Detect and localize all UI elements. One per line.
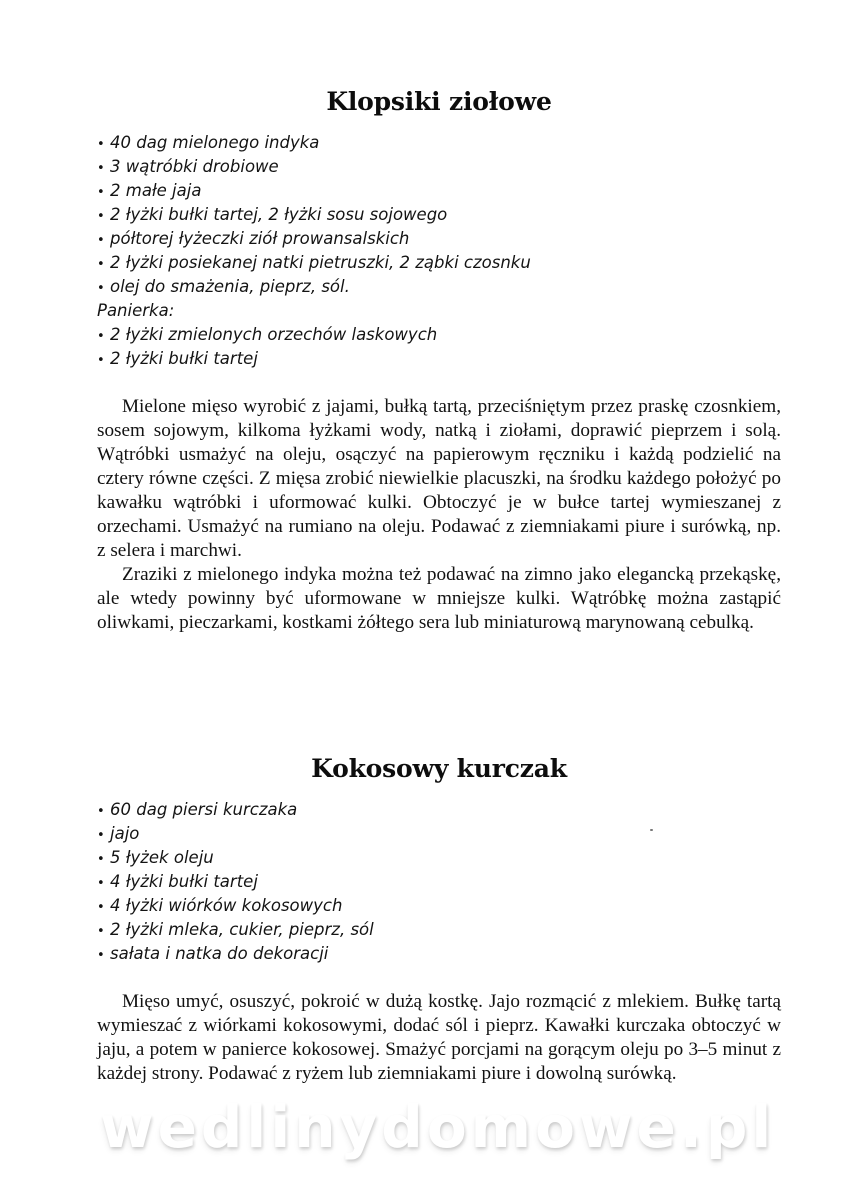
ingredient-item: • 60 dag piersi kurczaka xyxy=(97,798,781,822)
ingredient-item: • 4 łyżki wiórków kokosowych xyxy=(97,894,781,918)
ingredient-item: • jajo xyxy=(97,822,781,846)
bullet-icon: • xyxy=(97,924,105,939)
instruction-paragraph: Zraziki z mielonego indyka można też podawać na zimno jako elegancką przekąskę, ale wtedy powinny być uformowane w mniejsze kulki. Wątróbkę można zastąpić oliwkami, pieczarkami, kostkami żółtego sera lub miniaturową marynowaną cebulką. xyxy=(97,564,781,633)
bullet-icon: • xyxy=(97,329,105,344)
bullet-icon: • xyxy=(97,804,105,819)
ingredient-item: • 3 wątróbki drobiowe xyxy=(97,155,781,179)
ingredient-item: • półtorej łyżeczki ziół prowansalskich xyxy=(97,227,781,251)
instruction-paragraph: Mięso umyć, osuszyć, pokroić w dużą kostkę. Jajo rozmącić z mlekiem. Bułkę tartą wymieszać z wiórkami kokosowymi, dodać sól i pieprz. Kawałki kurczaka obtoczyć w jaju, a potem w panierce kokosowej. Smażyć porcjami na gorącym oleju po 3–5 minut z każdej strony. Podawać z ryżem lub ziemniakami piure i dowolną surówką. xyxy=(97,991,781,1084)
bullet-icon: • xyxy=(97,900,105,915)
bullet-icon: • xyxy=(97,233,105,248)
bullet-icon: • xyxy=(97,281,105,296)
ingredients-list xyxy=(97,798,781,966)
ingredient-item: • 2 łyżki mleka, cukier, pieprz, sól xyxy=(97,918,781,942)
bullet-icon: • xyxy=(97,185,105,200)
bullet-icon: • xyxy=(97,257,105,272)
recipe-title: Klopsiki ziołowe xyxy=(326,87,552,116)
coating-item: • 2 łyżki bułki tartej xyxy=(97,347,781,371)
bullet-icon: • xyxy=(97,876,105,891)
instructions xyxy=(97,395,781,635)
ingredient-item: • olej do smażenia, pieprz, sól. xyxy=(97,275,781,299)
bullet-icon: • xyxy=(97,209,105,224)
bullet-icon: • xyxy=(97,852,105,867)
watermark: wedlinydomowe.pl xyxy=(100,1093,776,1161)
recipe-title: Kokosowy kurczak xyxy=(311,754,567,783)
ingredient-item: • 2 łyżki posiekanej natki pietruszki, 2 ząbki czosnku xyxy=(97,251,781,275)
instructions xyxy=(97,990,781,1086)
bullet-icon: • xyxy=(97,161,105,176)
scan-speck xyxy=(650,829,653,831)
ingredient-item: • 40 dag mielonego indyka xyxy=(97,131,781,155)
ingredients-list xyxy=(97,131,781,371)
coating-item: • 2 łyżki zmielonych orzechów laskowych xyxy=(97,323,781,347)
ingredient-item: • 5 łyżek oleju xyxy=(97,846,781,870)
bullet-icon: • xyxy=(97,137,105,152)
ingredient-item: • sałata i natka do dekoracji xyxy=(97,942,781,966)
ingredient-item: • 4 łyżki bułki tartej xyxy=(97,870,781,894)
bullet-icon: • xyxy=(97,828,105,843)
instruction-paragraph: Mielone mięso wyrobić z jajami, bułką tartą, przeciśniętym przez praskę czosnkiem, sosem sojowym, kilkoma łyżkami wody, natką i ziołami, doprawić pieprzem i solą. Wątróbki usmażyć na oleju, osączyć na papierowym ręczniku i każdą podzielić na cztery równe części. Z mięsa zrobić niewielkie placuszki, na środku każdego położyć po kawałku wątróbki i uformować kulki. Obtoczyć je w bułce tartej wymieszanej z orzechami. Usmażyć na rumiano na oleju. Podawać z ziemniakami piure i surówką, np. z selera i marchwi. xyxy=(97,396,781,561)
ingredient-item: • 2 łyżki bułki tartej, 2 łyżki sosu sojowego xyxy=(97,203,781,227)
bullet-icon: • xyxy=(97,948,105,963)
bullet-icon: • xyxy=(97,353,105,368)
ingredient-item: • 2 małe jaja xyxy=(97,179,781,203)
coating-label: Panierka: xyxy=(97,301,175,320)
